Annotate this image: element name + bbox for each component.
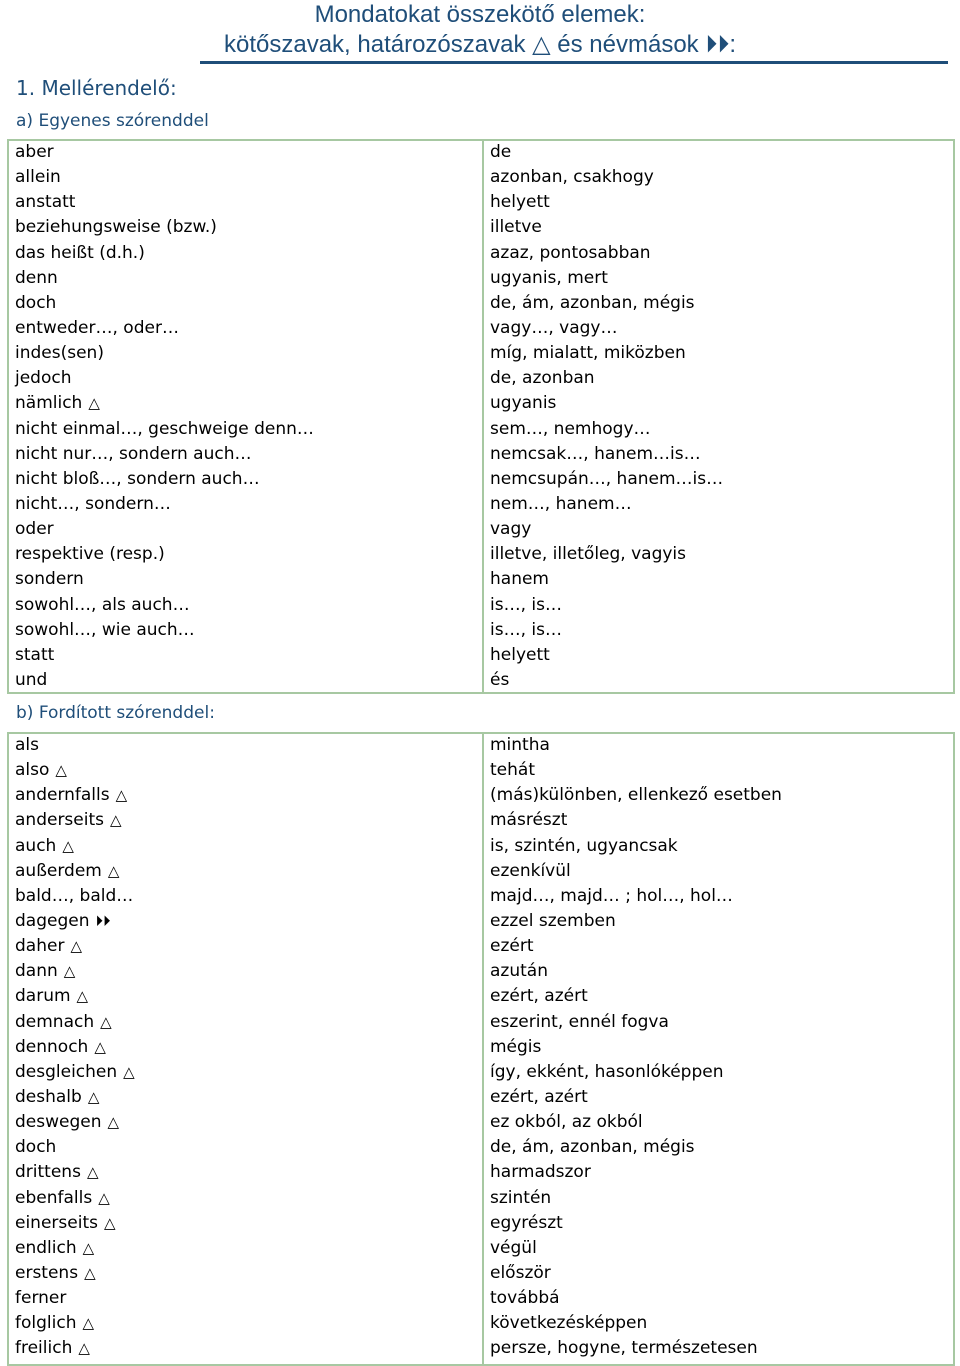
table-row bbox=[9, 784, 953, 809]
table-row bbox=[9, 1312, 953, 1337]
table-row bbox=[9, 619, 953, 644]
hungarian-translation: először bbox=[490, 1262, 551, 1283]
german-term-text: nicht nur…, sondern auch… bbox=[15, 443, 252, 464]
hungarian-translation: ugyanis bbox=[490, 393, 557, 414]
hungarian-translation: nem…, hanem… bbox=[490, 493, 632, 514]
page-title bbox=[200, 0, 760, 60]
table-row bbox=[9, 141, 953, 166]
german-term-text: desgleichen bbox=[15, 1061, 118, 1082]
german-term-text: als bbox=[15, 735, 39, 755]
german-term bbox=[15, 619, 195, 641]
table-row bbox=[9, 1036, 953, 1061]
german-term bbox=[15, 191, 75, 213]
table-row bbox=[9, 985, 953, 1010]
table-row bbox=[9, 1187, 953, 1212]
adverb-marker-icon: △ bbox=[84, 1263, 96, 1282]
hungarian-translation: azután bbox=[490, 961, 548, 982]
table-row bbox=[9, 1237, 953, 1262]
table-row bbox=[9, 493, 953, 518]
german-term-text: entweder…, oder… bbox=[15, 317, 179, 338]
german-term-text: demnach bbox=[15, 1011, 95, 1032]
german-term bbox=[15, 734, 39, 756]
adverb-marker-icon: △ bbox=[86, 1163, 99, 1182]
hungarian-translation: következésképpen bbox=[490, 1313, 648, 1334]
hungarian-translation: illetve, illetőleg, vagyis bbox=[490, 544, 687, 565]
german-term bbox=[15, 1161, 98, 1183]
title-line-2: kötőszavak, határozószavak △ és névmások ⏵⏵: bbox=[223, 31, 736, 58]
table-row bbox=[9, 885, 953, 910]
table-row bbox=[9, 443, 953, 468]
german-term-text: dennoch bbox=[15, 1036, 89, 1057]
german-term-text: nicht bloß…, sondern auch… bbox=[15, 468, 260, 489]
hungarian-translation: nemcsupán…, hanem…is… bbox=[490, 468, 724, 489]
german-term-text: bald…, bald… bbox=[15, 885, 134, 906]
adverb-marker-icon: △ bbox=[110, 811, 122, 830]
german-term-text: beziehungsweise (bzw.) bbox=[15, 217, 217, 238]
table-row bbox=[9, 568, 953, 593]
german-term bbox=[15, 1061, 135, 1083]
german-term bbox=[15, 216, 217, 238]
table-row bbox=[9, 644, 953, 669]
hungarian-translation: persze, hogyne, természetesen bbox=[490, 1338, 758, 1359]
german-term-text: respektive (resp.) bbox=[15, 544, 165, 565]
german-term-text: und bbox=[15, 669, 48, 690]
german-term-text: folglich bbox=[15, 1313, 77, 1334]
german-term-text: ebenfalls bbox=[15, 1187, 93, 1208]
german-term bbox=[15, 1237, 94, 1259]
hungarian-translation: ezért, azért bbox=[490, 1086, 588, 1107]
table-row bbox=[9, 242, 953, 267]
adverb-marker-icon: △ bbox=[123, 1062, 135, 1081]
german-term-text: also bbox=[15, 760, 50, 781]
german-term bbox=[15, 860, 119, 882]
hungarian-translation: továbbá bbox=[490, 1288, 560, 1309]
hungarian-translation: nemcsak…, hanem…is… bbox=[490, 443, 701, 464]
german-term bbox=[15, 1287, 66, 1309]
hungarian-translation: sem…, nemhogy… bbox=[490, 418, 651, 439]
german-term bbox=[15, 392, 100, 414]
hungarian-translation: míg, mialatt, miközben bbox=[490, 343, 686, 364]
german-term-text: auch bbox=[15, 835, 57, 856]
german-term bbox=[15, 960, 75, 982]
table-row bbox=[9, 860, 953, 885]
table-row bbox=[9, 543, 953, 568]
hungarian-translation: de, ám, azonban, mégis bbox=[490, 292, 695, 313]
german-term bbox=[15, 885, 133, 907]
german-term bbox=[15, 292, 56, 314]
german-term-text: deshalb bbox=[15, 1086, 82, 1107]
table-row bbox=[9, 166, 953, 191]
table-row bbox=[9, 1136, 953, 1161]
german-term bbox=[15, 493, 171, 515]
hungarian-translation: (más)különben, ellenkező esetben bbox=[490, 785, 782, 806]
german-term bbox=[15, 835, 74, 857]
adverb-marker-icon: △ bbox=[107, 1113, 120, 1132]
title-divider bbox=[200, 61, 948, 64]
hungarian-translation: harmadszor bbox=[490, 1162, 591, 1183]
german-term-text: nicht einmal…, geschweige denn… bbox=[15, 418, 314, 439]
table-row bbox=[9, 935, 953, 960]
german-term bbox=[15, 910, 111, 932]
german-term bbox=[15, 518, 54, 540]
german-term bbox=[15, 1011, 112, 1033]
german-term bbox=[15, 543, 165, 565]
hungarian-translation: majd…, majd… ; hol…, hol… bbox=[490, 885, 733, 906]
german-term-text: sowohl…, wie auch… bbox=[15, 619, 195, 640]
adverb-marker-icon: △ bbox=[100, 1012, 112, 1031]
hungarian-translation: azaz, pontosabban bbox=[490, 242, 651, 263]
hungarian-translation: is…, is… bbox=[490, 594, 562, 615]
german-term bbox=[15, 1212, 116, 1234]
hungarian-translation: de, azonban bbox=[490, 368, 595, 389]
table-row bbox=[9, 342, 953, 367]
german-term bbox=[15, 141, 54, 163]
german-term-text: indes(sen) bbox=[15, 343, 104, 364]
hungarian-translation: így, ekként, hasonlóképpen bbox=[490, 1061, 724, 1082]
german-term bbox=[15, 568, 84, 590]
german-term bbox=[15, 1036, 106, 1058]
german-term bbox=[15, 1086, 99, 1108]
german-term bbox=[15, 342, 104, 364]
hungarian-translation: de bbox=[490, 142, 512, 162]
adverb-marker-icon: △ bbox=[88, 394, 100, 413]
german-term bbox=[15, 267, 58, 289]
german-term-text: doch bbox=[15, 292, 57, 313]
german-term bbox=[15, 166, 61, 188]
vocab-table-b bbox=[7, 732, 955, 1366]
german-term-text: einerseits bbox=[15, 1212, 98, 1233]
pronoun-marker-icon: ⏵⏵ bbox=[95, 911, 111, 930]
german-term-text: nämlich bbox=[15, 393, 83, 414]
german-term-text: drittens bbox=[15, 1162, 81, 1183]
hungarian-translation: azonban, csakhogy bbox=[490, 167, 654, 188]
german-term bbox=[15, 935, 82, 957]
adverb-marker-icon: △ bbox=[82, 1238, 95, 1257]
adverb-marker-icon: △ bbox=[98, 1188, 110, 1207]
table-row bbox=[9, 1061, 953, 1086]
adverb-marker-icon: △ bbox=[82, 1314, 95, 1333]
german-term bbox=[15, 242, 145, 264]
hungarian-translation: is…, is… bbox=[490, 619, 562, 640]
hungarian-translation: ezért bbox=[490, 936, 534, 957]
german-term bbox=[15, 1111, 119, 1133]
german-term-text: nicht…, sondern… bbox=[15, 493, 171, 514]
table-row bbox=[9, 292, 953, 317]
table-row bbox=[9, 910, 953, 935]
german-term-text: deswegen bbox=[15, 1112, 102, 1133]
table-row bbox=[9, 1161, 953, 1186]
adverb-marker-icon: △ bbox=[94, 1037, 106, 1056]
subsection-heading-b: b) Fordított szórenddel: bbox=[16, 703, 215, 723]
adverb-marker-icon: △ bbox=[63, 962, 76, 981]
german-term-text: sondern bbox=[15, 569, 84, 590]
table-row bbox=[9, 418, 953, 443]
german-term-text: aber bbox=[15, 142, 54, 162]
german-term-text: daher bbox=[15, 936, 65, 957]
german-term bbox=[15, 418, 314, 440]
german-term bbox=[15, 1262, 96, 1284]
adverb-marker-icon: △ bbox=[55, 761, 67, 780]
hungarian-translation: ugyanis, mert bbox=[490, 267, 608, 288]
table-row bbox=[9, 191, 953, 216]
hungarian-translation: mégis bbox=[490, 1036, 542, 1057]
german-term bbox=[15, 594, 190, 616]
table-row bbox=[9, 759, 953, 784]
table-row bbox=[9, 809, 953, 834]
german-term bbox=[15, 468, 260, 490]
german-term bbox=[15, 759, 67, 781]
table-row bbox=[9, 1011, 953, 1036]
title-line-1: Mondatokat összekötő elemek: bbox=[314, 1, 646, 28]
hungarian-translation: ezzel szemben bbox=[490, 910, 616, 931]
hungarian-translation: végül bbox=[490, 1237, 537, 1258]
table-row bbox=[9, 267, 953, 292]
table-row bbox=[9, 392, 953, 417]
german-term bbox=[15, 1136, 56, 1158]
hungarian-translation: tehát bbox=[490, 760, 535, 781]
german-term-text: freilich bbox=[15, 1338, 73, 1359]
table-row bbox=[9, 468, 953, 493]
table-row bbox=[9, 594, 953, 619]
german-term bbox=[15, 317, 179, 339]
german-term-text: erstens bbox=[15, 1262, 79, 1283]
german-term bbox=[15, 1312, 94, 1334]
german-term bbox=[15, 1337, 90, 1359]
adverb-marker-icon: △ bbox=[76, 987, 89, 1006]
table-row bbox=[9, 1212, 953, 1237]
german-term bbox=[15, 644, 54, 666]
german-term-text: statt bbox=[15, 644, 55, 665]
german-term-text: ferner bbox=[15, 1288, 67, 1309]
hungarian-translation: ezenkívül bbox=[490, 860, 571, 881]
german-term bbox=[15, 1187, 110, 1209]
german-term bbox=[15, 669, 47, 691]
german-term bbox=[15, 784, 127, 806]
german-term-text: anderseits bbox=[15, 810, 104, 831]
table-row bbox=[9, 1287, 953, 1312]
table-row bbox=[9, 960, 953, 985]
adverb-marker-icon: △ bbox=[78, 1339, 90, 1358]
hungarian-translation: de, ám, azonban, mégis bbox=[490, 1137, 695, 1158]
german-term bbox=[15, 809, 122, 831]
hungarian-translation: mintha bbox=[490, 735, 550, 755]
german-term-text: allein bbox=[15, 167, 61, 188]
german-term bbox=[15, 443, 252, 465]
german-term-text: jedoch bbox=[15, 368, 72, 389]
hungarian-translation: ez okból, az okból bbox=[490, 1112, 643, 1133]
hungarian-translation: vagy bbox=[490, 519, 532, 540]
german-term bbox=[15, 985, 88, 1007]
german-term bbox=[15, 367, 72, 389]
hungarian-translation: illetve bbox=[490, 217, 542, 238]
section-heading-1: 1. Mellérendelő: bbox=[16, 76, 177, 100]
subsection-heading-a: a) Egyenes szórenddel bbox=[16, 111, 209, 131]
table-row bbox=[9, 216, 953, 241]
hungarian-translation: is, szintén, ugyancsak bbox=[490, 835, 678, 856]
hungarian-translation: egyrészt bbox=[490, 1212, 563, 1233]
hungarian-translation: hanem bbox=[490, 569, 549, 590]
adverb-marker-icon: △ bbox=[103, 1213, 116, 1232]
hungarian-translation: eszerint, ennél fogva bbox=[490, 1011, 669, 1032]
hungarian-translation: szintén bbox=[490, 1187, 552, 1208]
german-term-text: das heißt (d.h.) bbox=[15, 242, 145, 263]
german-term-text: anstatt bbox=[15, 192, 76, 213]
table-row bbox=[9, 317, 953, 342]
german-term-text: endlich bbox=[15, 1237, 77, 1258]
adverb-marker-icon: △ bbox=[87, 1087, 100, 1106]
table-row bbox=[9, 1086, 953, 1111]
german-term-text: außerdem bbox=[15, 860, 102, 881]
hungarian-translation: vagy…, vagy… bbox=[490, 317, 618, 338]
german-term-text: doch bbox=[15, 1137, 57, 1158]
german-term-text: denn bbox=[15, 267, 58, 288]
table-row bbox=[9, 1262, 953, 1287]
table-row bbox=[9, 734, 953, 759]
german-term-text: dann bbox=[15, 961, 58, 982]
hungarian-translation: és bbox=[490, 669, 510, 690]
hungarian-translation: másrészt bbox=[490, 810, 568, 831]
german-term-text: darum bbox=[15, 986, 71, 1007]
adverb-marker-icon: △ bbox=[107, 861, 120, 880]
adverb-marker-icon: △ bbox=[62, 836, 74, 855]
german-term-text: oder bbox=[15, 519, 54, 540]
german-term-text: dagegen bbox=[15, 910, 90, 931]
hungarian-translation: helyett bbox=[490, 192, 550, 213]
vocab-table-a bbox=[7, 139, 955, 694]
table-row bbox=[9, 367, 953, 392]
german-term-text: andernfalls bbox=[15, 785, 110, 806]
hungarian-translation: helyett bbox=[490, 644, 550, 665]
adverb-marker-icon: △ bbox=[115, 786, 128, 805]
table-row bbox=[9, 835, 953, 860]
table-row bbox=[9, 669, 953, 694]
hungarian-translation: ezért, azért bbox=[490, 986, 588, 1007]
adverb-marker-icon: △ bbox=[70, 937, 82, 956]
table-row bbox=[9, 518, 953, 543]
german-term-text: sowohl…, als auch… bbox=[15, 594, 190, 615]
table-row bbox=[9, 1111, 953, 1136]
table-row bbox=[9, 1337, 953, 1362]
